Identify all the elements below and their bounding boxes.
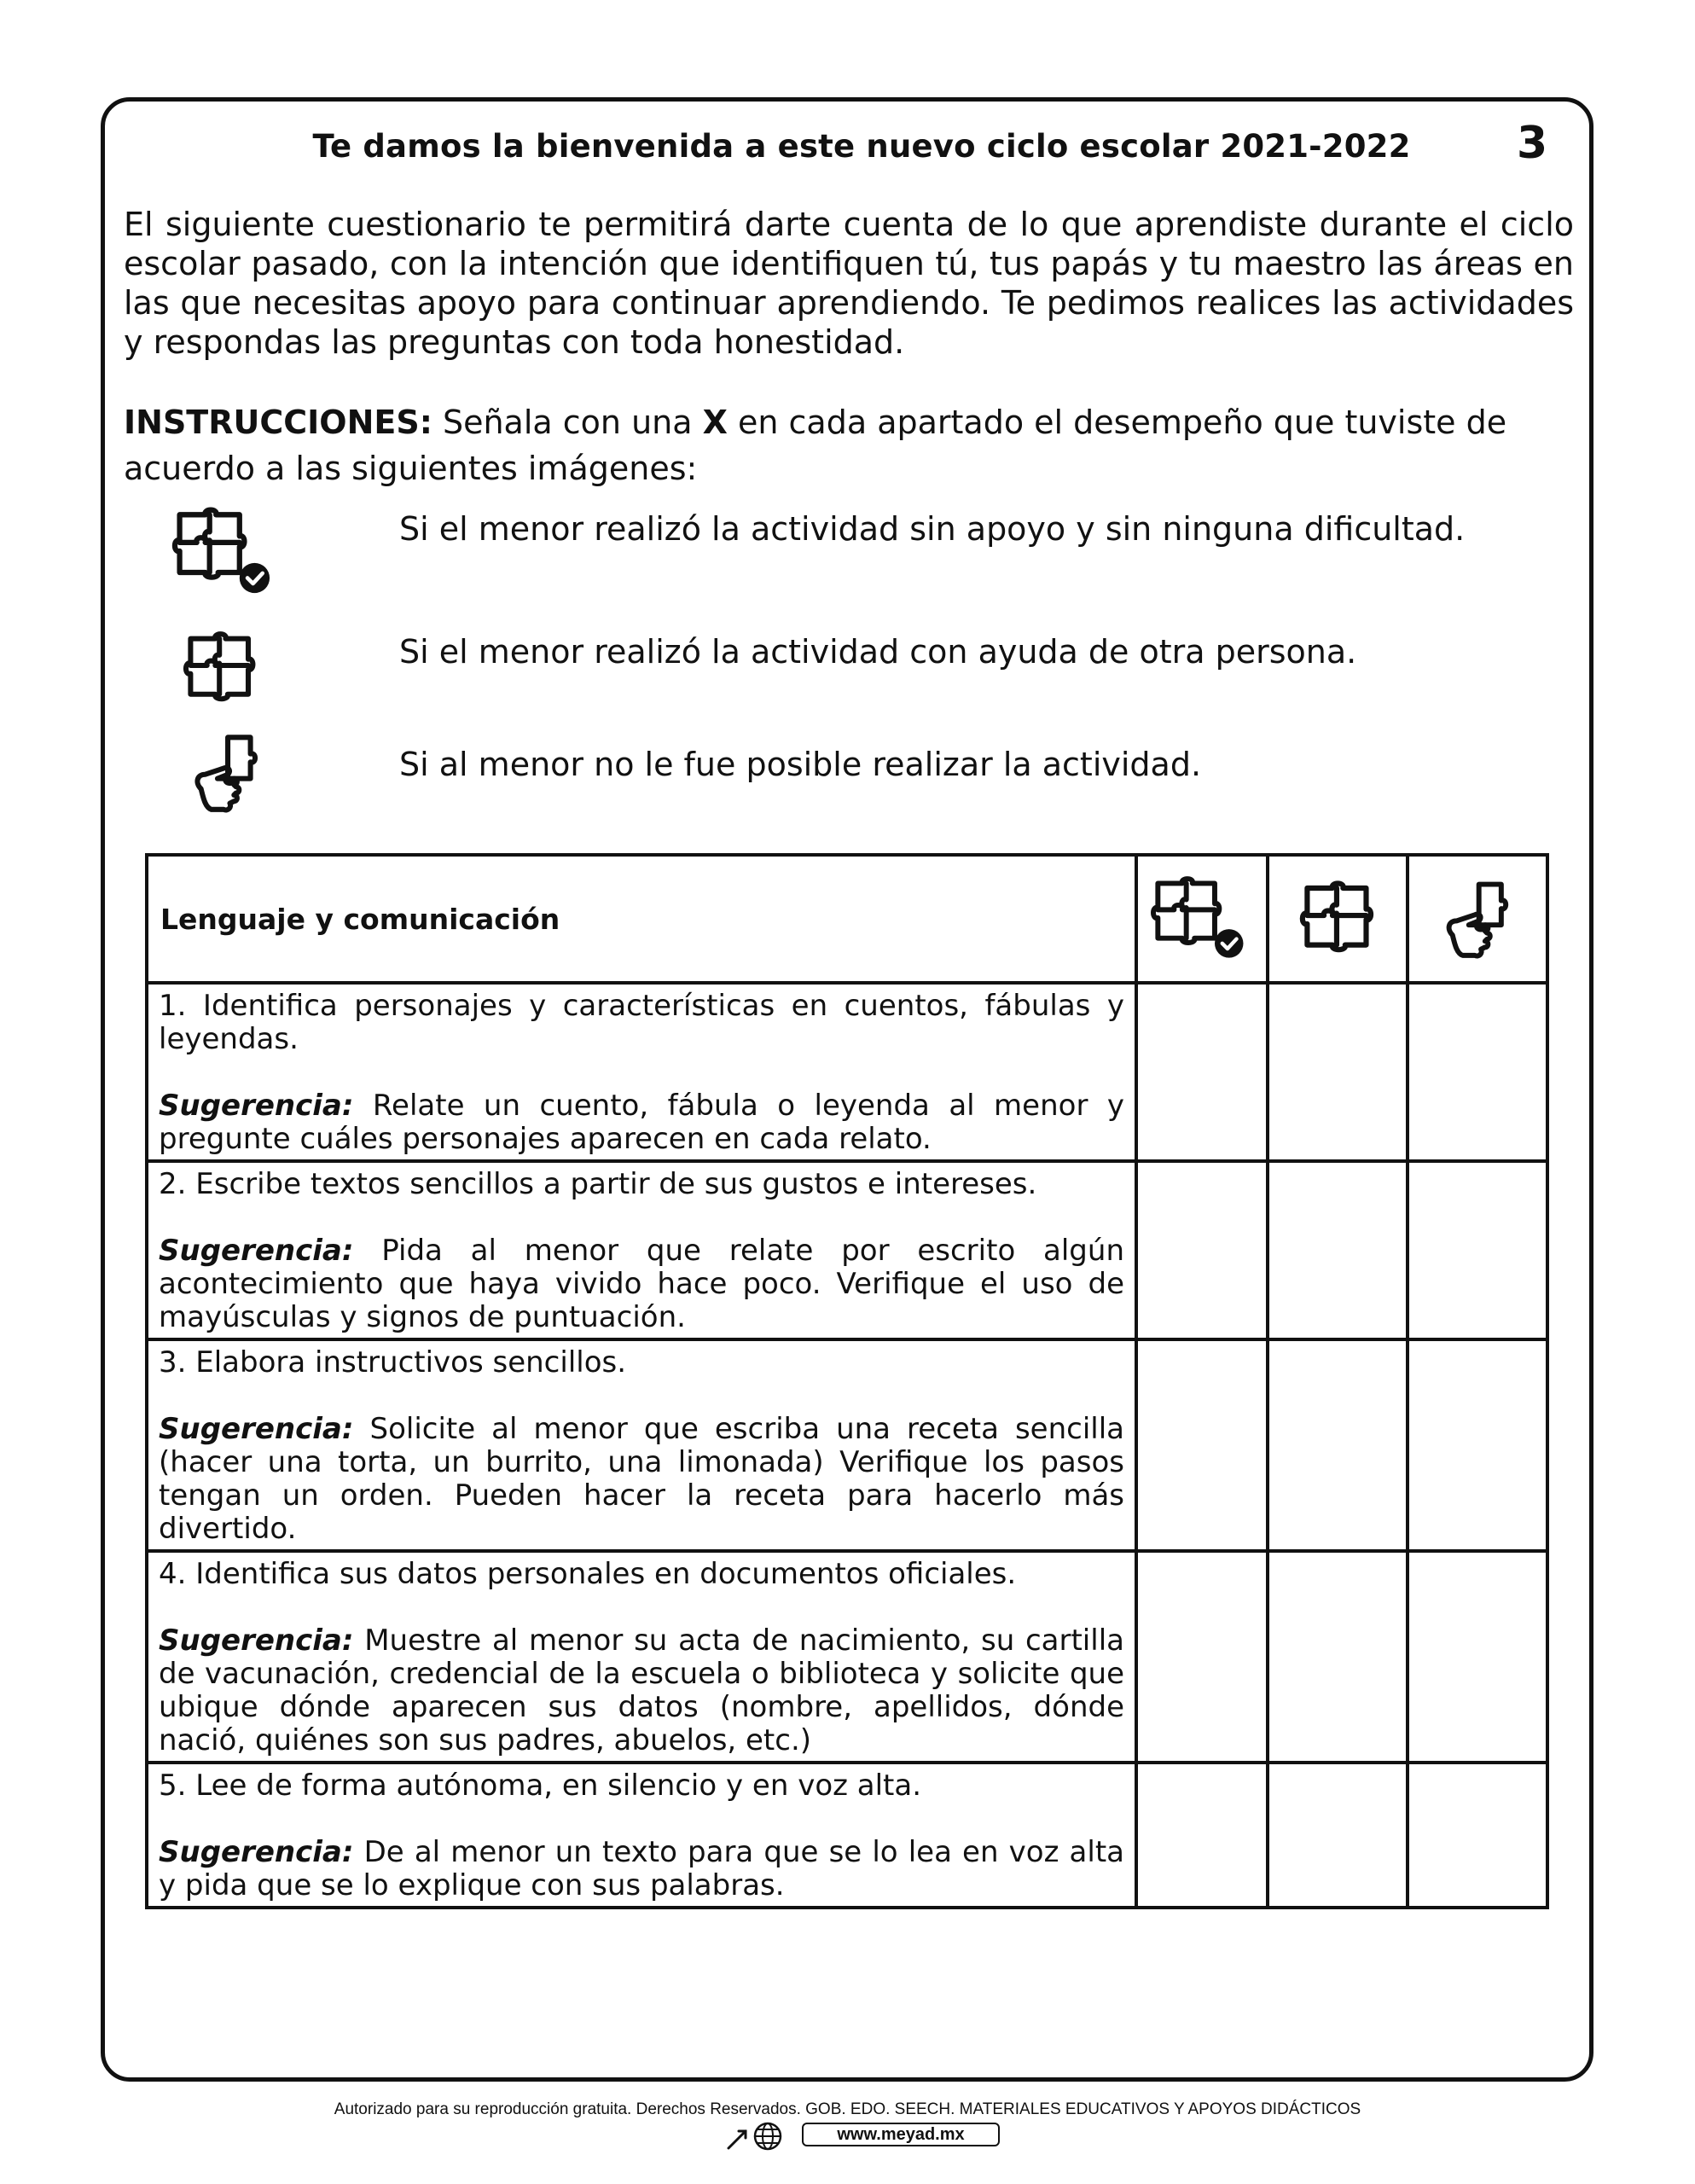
row-description <box>147 1161 1136 1339</box>
answer-cell-independent[interactable] <box>1136 983 1268 1161</box>
puzzle-icon <box>171 623 282 717</box>
instructions <box>124 399 1574 491</box>
answer-cell-not-possible[interactable] <box>1408 1551 1547 1763</box>
legend-text-assisted: Si el menor realizó la actividad con ayuda de otra persona. <box>399 633 1357 671</box>
table-header-row <box>147 855 1547 983</box>
table-row <box>147 1763 1547 1908</box>
legend-item-assisted <box>171 623 1535 725</box>
row-description <box>147 983 1136 1161</box>
table-row <box>147 1161 1547 1339</box>
puzzle-icon <box>1285 873 1390 961</box>
page-title: Te damos la bienvenida a este nuevo ciclo escolar 2021-2022 <box>312 128 1411 165</box>
instructions-label: INSTRUCCIONES: <box>124 404 432 441</box>
suggestion-text: De al menor un texto para que se lo lea en voz alta y pida que se lo explique con sus palabras. <box>159 1835 1124 1902</box>
instructions-text-before: Señala con una <box>432 404 703 441</box>
answer-cell-assisted[interactable] <box>1268 983 1408 1161</box>
header-col-not-possible <box>1408 855 1547 983</box>
suggestion-text: Solicite al menor que escriba una receta sencilla (hacer una torta, un burrito, una limonada) Verifique los pasos tengan un orden. Pueden hacer la receta para hacerlo más divertido. <box>159 1412 1124 1546</box>
row-suggestion <box>159 1089 1124 1156</box>
instructions-text-after: en cada apartado el desempeño que tuviste de acuerdo a las siguientes imágenes: <box>124 404 1507 487</box>
answer-cell-assisted[interactable] <box>1268 1339 1408 1551</box>
row-item: 3. Elabora instructivos sencillos. <box>159 1345 627 1380</box>
puzzle-check-icon <box>171 503 282 597</box>
header-col-independent <box>1136 855 1268 983</box>
answer-cell-independent[interactable] <box>1136 1339 1268 1551</box>
answer-cell-not-possible[interactable] <box>1408 1161 1547 1339</box>
puzzle-check-icon <box>1149 873 1255 961</box>
row-suggestion <box>159 1836 1124 1902</box>
answer-cell-independent[interactable] <box>1136 1551 1268 1763</box>
row-suggestion <box>159 1234 1124 1334</box>
table-header-title: Lenguaje y comunicación <box>147 855 1136 983</box>
answer-cell-independent[interactable] <box>1136 1161 1268 1339</box>
row-suggestion <box>159 1624 1124 1757</box>
row-item: 2. Escribe textos sencillos a partir de sus gustos e intereses. <box>159 1167 1037 1201</box>
answer-cell-assisted[interactable] <box>1268 1763 1408 1908</box>
row-suggestion <box>159 1413 1124 1546</box>
answer-cell-not-possible[interactable] <box>1408 1763 1547 1908</box>
suggestion-text: Pida al menor que relate por escrito algún acontecimiento que haya vivido hace poco. Verifique el uso de mayúsculas y signos de puntuación. <box>159 1234 1124 1334</box>
row-item: 5. Lee de forma autónoma, en silencio y en voz alta. <box>159 1769 922 1803</box>
footer-notice: Autorizado para su reproducción gratuita. Derechos Reservados. GOB. EDO. SEECH. MATERIALES EDUCATIVOS Y APOYOS DIDÁCTICOS <box>334 2100 1361 2118</box>
answer-cell-not-possible[interactable] <box>1408 1339 1547 1551</box>
globe-cursor-icon <box>723 2119 792 2153</box>
footer-url-block <box>723 2123 1005 2157</box>
suggestion-label: Sugerencia: <box>159 1835 354 1869</box>
row-description <box>147 1551 1136 1763</box>
row-item: 4. Identifica sus datos personales en documentos oficiales. <box>159 1557 1017 1591</box>
suggestion-label: Sugerencia: <box>159 1623 354 1658</box>
legend-text-independent: Si el menor realizó la actividad sin apoyo y sin ninguna dificultad. <box>399 510 1466 548</box>
row-description <box>147 1763 1136 1908</box>
table-row <box>147 1339 1547 1551</box>
answer-cell-independent[interactable] <box>1136 1763 1268 1908</box>
page-number: 3 <box>1517 118 1548 169</box>
suggestion-label: Sugerencia: <box>159 1089 354 1123</box>
hand-puzzle-icon <box>1425 873 1530 961</box>
answer-cell-assisted[interactable] <box>1268 1551 1408 1763</box>
legend-text-not-possible: Si al menor no le fue posible realizar la actividad. <box>399 746 1202 783</box>
hand-puzzle-icon <box>171 725 282 819</box>
table-row <box>147 1551 1547 1763</box>
suggestion-label: Sugerencia: <box>159 1234 354 1268</box>
header-col-assisted <box>1268 855 1408 983</box>
row-item: 1. Identifica personajes y características en cuentos, fábulas y leyendas. <box>159 989 1124 1056</box>
footer-url[interactable]: www.meyad.mx <box>802 2123 1000 2146</box>
answer-cell-assisted[interactable] <box>1268 1161 1408 1339</box>
table-row <box>147 983 1547 1161</box>
suggestion-label: Sugerencia: <box>159 1412 354 1446</box>
row-description <box>147 1339 1136 1551</box>
answer-cell-not-possible[interactable] <box>1408 983 1547 1161</box>
intro-paragraph: El siguiente cuestionario te permitirá darte cuenta de lo que aprendiste durante el ciclo escolar pasado, con la intención que identifiquen tú, tus papás y tu maestro las áreas en las que necesitas apoyo para continuar aprendiendo. Te pedimos realices las actividades y respondas las preguntas con toda honestidad. <box>124 206 1574 361</box>
legend-item-not-possible <box>171 725 1535 828</box>
suggestion-text: Muestre al menor su acta de nacimiento, su cartilla de vacunación, credencial de la escuela o biblioteca y solicite que ubique dónde aparecen sus datos (nombre, apellidos, dónde nació, quiénes son sus padres, abuelos, etc.) <box>159 1623 1124 1757</box>
assessment-table <box>145 853 1549 1909</box>
suggestion-text: Relate un cuento, fábula o leyenda al menor y pregunte cuáles personajes aparecen en cada relato. <box>159 1089 1124 1156</box>
legend-item-independent <box>171 503 1535 606</box>
instructions-mark: X <box>702 404 728 441</box>
